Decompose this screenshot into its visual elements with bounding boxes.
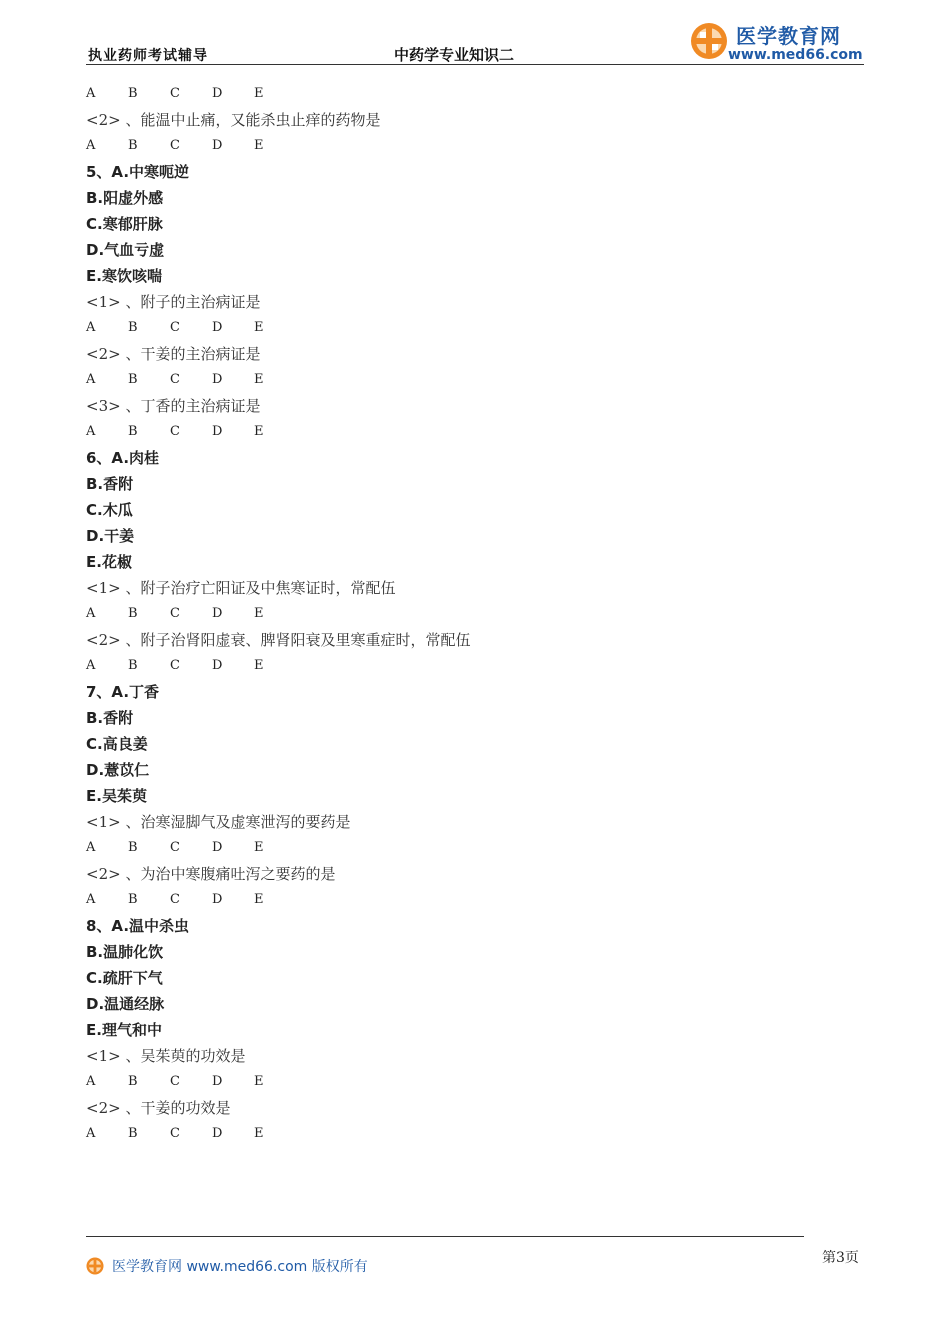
option-choice-line: D.气血亏虚 xyxy=(86,241,165,259)
logo-name: 医学教育网 xyxy=(736,24,841,48)
answer-option[interactable]: A xyxy=(86,840,96,855)
answer-option[interactable]: C xyxy=(170,320,180,335)
answer-option[interactable]: D xyxy=(212,138,223,153)
answer-options-row xyxy=(86,367,846,393)
header-center-title: 中药学专业知识二 xyxy=(394,46,515,64)
option-choice-line: 5、A.中寒呃逆 xyxy=(86,163,190,181)
answer-options-row xyxy=(86,133,846,159)
question-line: <2> 、附子治肾阳虚衰、脾肾阳衰及里寒重症时，常配伍 xyxy=(86,631,471,649)
footer-copyright: 医学教育网 www.med66.com 版权所有 xyxy=(112,1259,368,1275)
site-logo[interactable] xyxy=(690,20,866,64)
answer-option[interactable]: B xyxy=(128,658,138,673)
answer-option[interactable]: A xyxy=(86,372,96,387)
answer-option[interactable]: C xyxy=(170,138,180,153)
header-left-title: 执业药师考试辅导 xyxy=(88,48,208,64)
answer-option[interactable]: D xyxy=(212,840,223,855)
option-choice-line: D.干姜 xyxy=(86,527,135,545)
question-line: <1> 、附子的主治病证是 xyxy=(86,293,261,311)
option-choice-line: E.寒饮咳喘 xyxy=(86,267,162,285)
answer-option[interactable]: B xyxy=(128,372,138,387)
question-line: <2> 、为治中寒腹痛吐泻之要药的是 xyxy=(86,865,336,883)
question-line: <1> 、吴茱萸的功效是 xyxy=(86,1047,246,1065)
question-line: <3> 、丁香的主治病证是 xyxy=(86,397,261,415)
answer-option[interactable]: A xyxy=(86,658,96,673)
option-choice-line: E.理气和中 xyxy=(86,1021,162,1039)
question-content xyxy=(86,81,846,1147)
answer-option[interactable]: A xyxy=(86,1126,96,1141)
answer-option[interactable]: B xyxy=(128,892,138,907)
answer-option[interactable]: A xyxy=(86,86,96,101)
page-header xyxy=(86,20,864,66)
answer-option[interactable]: D xyxy=(212,372,223,387)
answer-option[interactable]: A xyxy=(86,892,96,907)
answer-option[interactable]: A xyxy=(86,424,96,439)
answer-option[interactable]: E xyxy=(254,138,264,153)
answer-option[interactable]: A xyxy=(86,320,96,335)
answer-option[interactable]: E xyxy=(254,840,264,855)
answer-option[interactable]: D xyxy=(212,892,223,907)
med66-logo-icon xyxy=(690,22,728,60)
option-choice-line: E.吴茱萸 xyxy=(86,787,147,805)
answer-option[interactable]: D xyxy=(212,424,223,439)
answer-option[interactable]: E xyxy=(254,372,264,387)
option-choice-line: C.木瓜 xyxy=(86,501,133,519)
answer-option[interactable]: A xyxy=(86,606,96,621)
answer-options-row xyxy=(86,1121,846,1147)
answer-option[interactable]: C xyxy=(170,606,180,621)
answer-option[interactable]: B xyxy=(128,138,138,153)
answer-option[interactable]: A xyxy=(86,1074,96,1089)
answer-option[interactable]: C xyxy=(170,658,180,673)
option-choice-line: 7、A.丁香 xyxy=(86,683,160,701)
option-choice-line: D.薏苡仁 xyxy=(86,761,150,779)
answer-option[interactable]: B xyxy=(128,840,138,855)
question-line: <2> 、干姜的功效是 xyxy=(86,1099,231,1117)
option-choice-line: B.阳虚外感 xyxy=(86,189,164,207)
answer-option[interactable]: C xyxy=(170,372,180,387)
answer-option[interactable]: E xyxy=(254,606,264,621)
option-choice-line: D.温通经脉 xyxy=(86,995,165,1013)
answer-option[interactable]: B xyxy=(128,606,138,621)
answer-option[interactable]: C xyxy=(170,892,180,907)
answer-options-row xyxy=(86,887,846,913)
answer-option[interactable]: C xyxy=(170,1074,180,1089)
option-choice-line: C.疏肝下气 xyxy=(86,969,163,987)
answer-option[interactable]: D xyxy=(212,606,223,621)
answer-option[interactable]: C xyxy=(170,424,180,439)
answer-option[interactable]: D xyxy=(212,658,223,673)
option-choice-line: B.香附 xyxy=(86,709,134,727)
question-line: <2> 、能温中止痛，又能杀虫止痒的药物是 xyxy=(86,111,381,129)
answer-option[interactable]: D xyxy=(212,1074,223,1089)
page-number: 第3页 xyxy=(822,1250,859,1266)
option-choice-line: 8、A.温中杀虫 xyxy=(86,917,190,935)
answer-option[interactable]: C xyxy=(170,86,180,101)
answer-option[interactable]: E xyxy=(254,658,264,673)
answer-option[interactable]: E xyxy=(254,1074,264,1089)
answer-options-row xyxy=(86,835,846,861)
answer-options-row xyxy=(86,315,846,341)
answer-option[interactable]: E xyxy=(254,1126,264,1141)
answer-option[interactable]: E xyxy=(254,892,264,907)
option-choice-line: C.高良姜 xyxy=(86,735,148,753)
option-choice-line: C.寒郁肝脉 xyxy=(86,215,163,233)
footer-divider xyxy=(86,1236,804,1237)
answer-option[interactable]: B xyxy=(128,1074,138,1089)
med66-footer-icon xyxy=(86,1257,104,1275)
option-choice-line: E.花椒 xyxy=(86,553,132,571)
answer-option[interactable]: C xyxy=(170,840,180,855)
answer-option[interactable]: D xyxy=(212,320,223,335)
question-line: <2> 、干姜的主治病证是 xyxy=(86,345,261,363)
answer-option[interactable]: E xyxy=(254,320,264,335)
answer-option[interactable]: B xyxy=(128,86,138,101)
question-line: <1> 、附子治疗亡阳证及中焦寒证时，常配伍 xyxy=(86,579,396,597)
answer-option[interactable]: A xyxy=(86,138,96,153)
answer-option[interactable]: D xyxy=(212,1126,223,1141)
answer-option[interactable]: B xyxy=(128,1126,138,1141)
option-choice-line: B.香附 xyxy=(86,475,134,493)
answer-option[interactable]: C xyxy=(170,1126,180,1141)
question-line: <1> 、治寒湿脚气及虚寒泄泻的要药是 xyxy=(86,813,351,831)
option-choice-line: B.温肺化饮 xyxy=(86,943,164,961)
answer-options-row xyxy=(86,81,846,107)
answer-options-row xyxy=(86,601,846,627)
answer-option[interactable]: D xyxy=(212,86,223,101)
answer-options-row xyxy=(86,1069,846,1095)
answer-option[interactable]: B xyxy=(128,424,138,439)
answer-options-row xyxy=(86,419,846,445)
logo-url: www.med66.com xyxy=(728,47,863,63)
header-divider xyxy=(86,64,864,65)
answer-options-row xyxy=(86,653,846,679)
answer-option[interactable]: E xyxy=(254,86,264,101)
answer-option[interactable]: E xyxy=(254,424,264,439)
option-choice-line: 6、A.肉桂 xyxy=(86,449,160,467)
answer-option[interactable]: B xyxy=(128,320,138,335)
